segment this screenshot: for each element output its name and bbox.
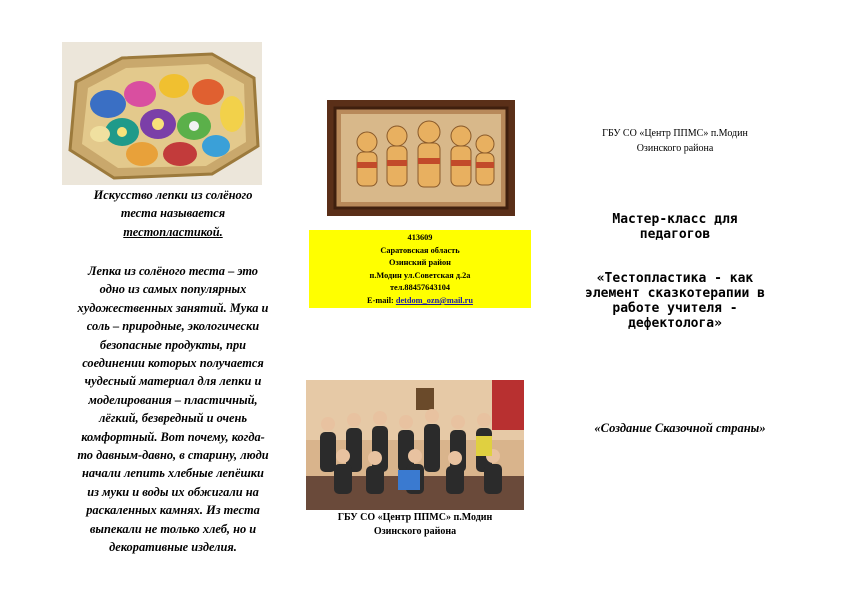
intro-paragraph — [62, 186, 284, 241]
group-people-illustration — [306, 380, 524, 510]
group-photo — [306, 380, 524, 510]
body-line: художественных занятий. Мука и — [77, 300, 269, 315]
intro-line: теста называется — [120, 206, 226, 221]
body-line: чудесный материал для лепки и — [84, 374, 262, 389]
middle-footer — [306, 511, 524, 539]
org-line: Озинского района — [636, 143, 714, 154]
dough-figures-illustration — [327, 100, 515, 216]
body-line: соединении которых получается — [82, 356, 264, 371]
body-line: безопасные продукты, при — [99, 337, 247, 352]
body-line: соль – природные, экологически — [86, 319, 260, 334]
theme-line: дефектолога» — [628, 316, 722, 331]
event-subtitle: «Создание Сказочной страны» — [594, 421, 766, 435]
body-line: Лепка из солёного теста – это — [87, 264, 259, 278]
address-box — [309, 230, 531, 308]
address-region: Саратовская область — [380, 245, 460, 255]
crafts-basket-illustration — [62, 42, 262, 185]
body-line: лёгкий, безвредный и очень — [99, 411, 247, 426]
body-line: то давным-давно, в старину, люди — [77, 448, 269, 463]
body-line: раскаленных камнях. Из теста — [86, 503, 260, 518]
theme-line: элемент сказкотерапии в — [584, 286, 765, 301]
address-phone: тел.88457643104 — [389, 283, 451, 293]
salt-dough-crafts-photo — [62, 42, 262, 185]
org-line: ГБУ СО «Центр ППМС» п.Модин — [602, 128, 748, 139]
theme-line: работе учителя - — [612, 301, 738, 316]
title-line: Мастер-класс для — [612, 212, 738, 227]
framed-dough-panel-photo — [327, 100, 515, 216]
body-line: начали лепить хлебные лепёшки — [82, 466, 264, 481]
address-district: Озинский район — [389, 258, 451, 268]
theme-line: «Тестопластика - как — [596, 271, 754, 286]
master-class-title — [560, 212, 790, 242]
body-line: из муки и воды их обжигали на — [87, 484, 259, 499]
body-line: одно из самых популярных — [99, 282, 247, 297]
footer-org-line: ГБУ СО «Центр ППМС» п.Модин — [337, 512, 493, 523]
intro-line: Искусство лепки из солёного — [93, 188, 253, 202]
email-label: E-mail: — [367, 295, 394, 305]
intro-term: тестопластикой. — [123, 224, 223, 239]
body-line: декоративные изделия. — [109, 540, 237, 555]
footer-org-line: Озинского района — [373, 526, 457, 537]
address-email-line — [309, 295, 531, 308]
title-line: педагогов — [639, 227, 711, 242]
body-line: комфортный. Вот почему, когда- — [81, 429, 265, 444]
organization-header — [560, 126, 790, 156]
theme-title — [560, 271, 790, 331]
body-paragraph — [62, 262, 284, 557]
body-line: выпекали не только хлеб, но и — [89, 521, 257, 536]
address-zip: 413609 — [407, 233, 433, 242]
body-line: моделирования – пластичный, — [88, 392, 258, 407]
email-link[interactable]: detdom_ozn@mail.ru — [395, 295, 473, 305]
address-street: п.Модин ул.Советская д.2а — [369, 270, 471, 280]
